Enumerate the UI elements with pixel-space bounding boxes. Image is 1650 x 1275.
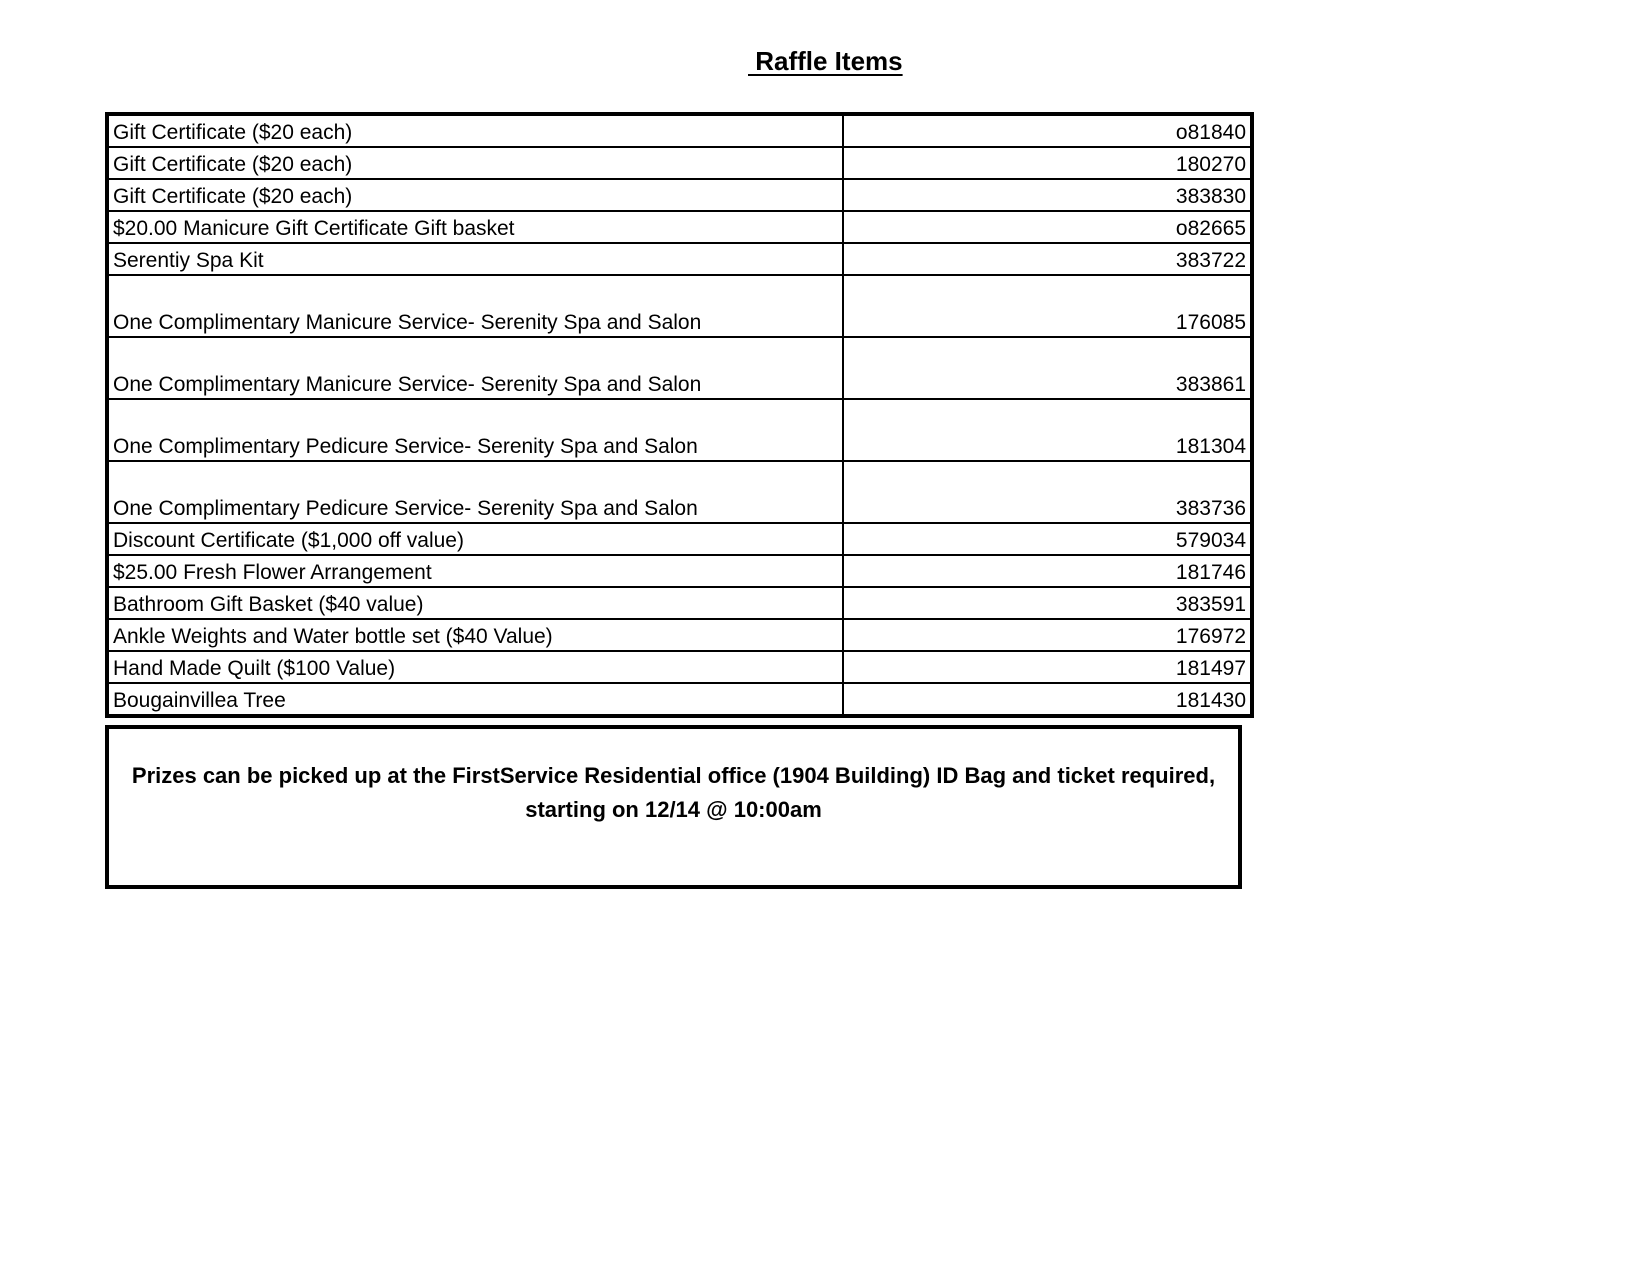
raffle-item-name: Discount Certificate ($1,000 off value) [107,523,843,555]
table-row [107,211,1252,243]
table-row [107,683,1252,716]
raffle-ticket-number: 176972 [843,619,1252,651]
table-row [107,179,1252,211]
raffle-ticket-number: 383736 [843,461,1252,523]
raffle-ticket-number: 383591 [843,587,1252,619]
raffle-item-name: $25.00 Fresh Flower Arrangement [107,555,843,587]
raffle-item-name: Serentiy Spa Kit [107,243,843,275]
pickup-notice-box [105,725,1242,889]
raffle-item-name: Gift Certificate ($20 each) [107,179,843,211]
raffle-item-name: One Complimentary Pedicure Service- Serenity Spa and Salon [107,461,843,523]
raffle-ticket-number: 383861 [843,337,1252,399]
raffle-item-name: Hand Made Quilt ($100 Value) [107,651,843,683]
raffle-item-name: Gift Certificate ($20 each) [107,114,843,147]
raffle-ticket-number: 180270 [843,147,1252,179]
raffle-ticket-number: 383722 [843,243,1252,275]
table-row [107,587,1252,619]
page-title: Raffle Items [748,46,903,76]
raffle-ticket-number: o82665 [843,211,1252,243]
table-row [107,337,1252,399]
raffle-item-name: Gift Certificate ($20 each) [107,147,843,179]
table-row [107,523,1252,555]
table-row [107,651,1252,683]
raffle-ticket-number: 181746 [843,555,1252,587]
raffle-ticket-number: 176085 [843,275,1252,337]
table-row [107,147,1252,179]
raffle-items-table [105,112,1254,718]
raffle-item-name: One Complimentary Manicure Service- Serenity Spa and Salon [107,275,843,337]
raffle-item-name: Ankle Weights and Water bottle set ($40 Value) [107,619,843,651]
raffle-item-name: One Complimentary Pedicure Service- Serenity Spa and Salon [107,399,843,461]
raffle-item-name: $20.00 Manicure Gift Certificate Gift basket [107,211,843,243]
raffle-item-name: Bougainvillea Tree [107,683,843,716]
raffle-ticket-number: 181497 [843,651,1252,683]
table-row [107,461,1252,523]
table-row [107,114,1252,147]
raffle-item-name: Bathroom Gift Basket ($40 value) [107,587,843,619]
raffle-items-body [107,114,1252,716]
table-row [107,555,1252,587]
raffle-ticket-number: 181430 [843,683,1252,716]
raffle-ticket-number: 383830 [843,179,1252,211]
pickup-notice-line-2: starting on 12/14 @ 10:00am [525,797,822,822]
raffle-ticket-number: o81840 [843,114,1252,147]
table-row [107,619,1252,651]
table-row [107,399,1252,461]
table-row [107,243,1252,275]
pickup-notice-line-1: Prizes can be picked up at the FirstService Residential office (1904 Building) ID Bag and ticket required, [131,763,1216,788]
raffle-item-name: One Complimentary Manicure Service- Serenity Spa and Salon [107,337,843,399]
table-row [107,275,1252,337]
raffle-ticket-number: 579034 [843,523,1252,555]
raffle-ticket-number: 181304 [843,399,1252,461]
